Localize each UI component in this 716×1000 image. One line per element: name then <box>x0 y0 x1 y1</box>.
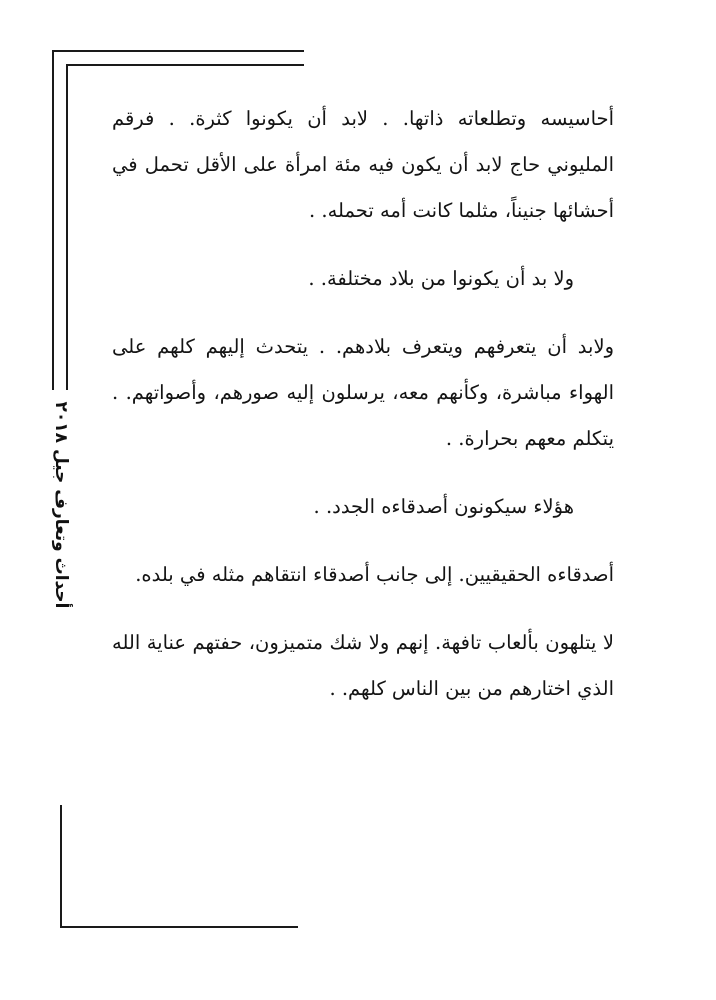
paragraph-1: أحاسيسه وتطلعاته ذاتها. . لابد أن يكونوا كثرة. . فرقم المليوني حاج لابد أن يكون فيه مئة امرأة على الأقل تحمل في أحشائها جنيناً، مثلما كانت أمه تحمله. . <box>112 107 614 222</box>
paragraph-2: ولا بد أن يكونوا من بلاد مختلفة. . <box>308 267 574 290</box>
frame-line-top-outer <box>52 50 304 52</box>
paragraph-5: أصدقاءه الحقيقيين. إلى جانب أصدقاء انتقاهم مثله في بلده. <box>135 563 614 586</box>
frame-line-bottom-vertical <box>60 805 62 928</box>
paragraph-6: لا يتلهون بألعاب تافهة. إنهم ولا شك متميزون، حفتهم عناية الله الذي اختارهم من بين الناس كلهم. . <box>112 631 614 700</box>
frame-line-top-inner <box>66 64 304 66</box>
frame-line-bottom-horizontal <box>60 926 298 928</box>
frame-line-left-outer <box>52 50 54 390</box>
frame-line-left-inner <box>66 64 68 390</box>
paragraph-3: ولابد أن يتعرفهم ويتعرف بلادهم. . يتحدث إليهم كلهم على الهواء مباشرة، وكأنهم معه، يرسلون إليه صورهم، وأصواتهم. . يتكلم معهم بحرارة. . <box>112 335 614 450</box>
body-text <box>112 96 614 734</box>
book-running-title: أحداث وتعارف جيل ٢٠١٨ <box>51 401 71 609</box>
paragraph-4: هؤلاء سيكونون أصدقاءه الجدد. . <box>313 495 574 518</box>
